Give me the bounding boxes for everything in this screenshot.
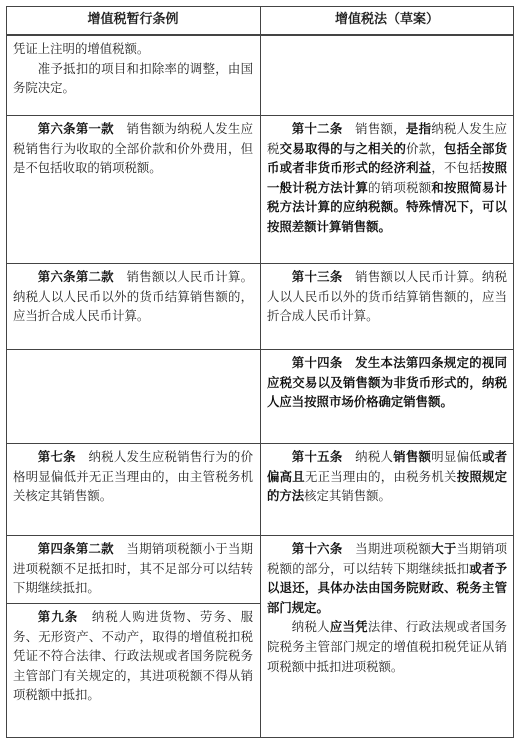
comparison-table bbox=[6, 6, 514, 738]
body-text: 无正当理由的，由税务机关 bbox=[304, 468, 457, 484]
row4-left bbox=[6, 444, 260, 534]
body-text: 明显偏低 bbox=[431, 449, 482, 464]
row0-left bbox=[6, 36, 260, 114]
body-text: 销售额， bbox=[342, 121, 406, 136]
paragraph bbox=[13, 59, 253, 98]
bold-text: 应当凭 bbox=[329, 619, 368, 635]
paragraph bbox=[267, 353, 507, 412]
body-text: ，不包括 bbox=[431, 160, 482, 176]
header-right: 增值税法（草案） bbox=[334, 12, 439, 27]
body-text: 纳税人 bbox=[291, 619, 330, 635]
row3-right bbox=[260, 350, 514, 442]
row2-right bbox=[260, 264, 514, 348]
bold-text: 或者偏高且 bbox=[267, 449, 508, 484]
bold-text: 第六条第一款 bbox=[37, 121, 114, 136]
header-left: 增值税暂行条例 bbox=[87, 12, 179, 27]
body-text: 当期销项税额的部分，可以结转下期继续抵扣 bbox=[267, 541, 508, 576]
row5-left bbox=[6, 536, 260, 602]
bold-text: 第六条第二款 bbox=[37, 269, 114, 284]
body-text: 价款， bbox=[406, 140, 445, 156]
paragraph bbox=[13, 447, 253, 506]
bold-text: 大于 bbox=[431, 541, 457, 556]
body-text: 当期销项税额小于当期进项税额不足抵扣时，其不足部分可以结转下期继续抵扣。 bbox=[13, 541, 254, 596]
body-text: 当期进项税额 bbox=[342, 541, 432, 556]
bold-text: 第四条第二款 bbox=[37, 541, 114, 556]
row5-right bbox=[260, 536, 514, 738]
row-divider-5a bbox=[6, 603, 260, 604]
body-text: 的销项税额 bbox=[368, 179, 432, 195]
bold-text: 第七条 bbox=[37, 449, 76, 464]
body-text: 准予抵扣的项目和扣除率的调整，由国务院决定。 bbox=[13, 60, 253, 96]
paragraph bbox=[267, 267, 507, 326]
paragraph bbox=[13, 607, 253, 705]
bold-text: 或者予以退还，具体办法由国务院财政、税务主管部门规定。 bbox=[267, 560, 508, 615]
bold-text: 包括全部货币或者非货币形式的经济利益 bbox=[267, 140, 508, 176]
body-text: 纳税人发生应税 bbox=[267, 121, 508, 156]
body-text: 纳税人 bbox=[342, 449, 394, 464]
row-divider-1 bbox=[6, 115, 514, 116]
row1-left bbox=[6, 116, 260, 262]
bold-text: 第十六条 bbox=[291, 541, 343, 556]
paragraph bbox=[13, 119, 253, 178]
row0-right bbox=[260, 36, 514, 114]
bold-text: 按照一般计税方法计算 bbox=[267, 160, 508, 195]
body-text: 销售额为纳税人发生应税销售行为收取的全部价款和价外费用，但是不包括收取的销项税额。 bbox=[13, 121, 254, 176]
paragraph bbox=[13, 267, 253, 326]
bold-text: 和按照简易计税方法计算的应纳税额。特殊情况下，可以按照差额计算销售额。 bbox=[267, 179, 508, 234]
row-divider-2 bbox=[6, 263, 514, 264]
row5-left2 bbox=[6, 604, 260, 738]
row-divider-4 bbox=[6, 443, 514, 444]
bold-text: 销售额 bbox=[393, 449, 432, 464]
paragraph bbox=[13, 39, 253, 59]
bold-text: 第十五条 bbox=[291, 449, 343, 464]
bold-text: 第十三条 bbox=[291, 269, 343, 284]
bold-text: 第九条 bbox=[37, 609, 79, 624]
body-text: 凭证上注明的增值税额。 bbox=[13, 41, 150, 56]
paragraph bbox=[267, 447, 507, 506]
row2-left bbox=[6, 264, 260, 348]
row-divider-5 bbox=[6, 535, 514, 536]
bold-text: 按照规定的方法 bbox=[267, 468, 508, 504]
bold-text: 第十四条 发生本法第四条规定的视同应税交易以及销售额为非货币形式的，纳税人应当按照市场价格确定销售额。 bbox=[267, 355, 507, 410]
header-divider bbox=[6, 34, 514, 36]
row-divider-3 bbox=[6, 349, 514, 350]
paragraph bbox=[13, 539, 253, 598]
bold-text: 交易取得的与之相关的 bbox=[279, 140, 407, 156]
paragraph bbox=[267, 539, 507, 617]
body-text: 销售额以人民币计算。纳税人以人民币以外的货币结算销售额的，应当折合成人民币计算。 bbox=[13, 269, 254, 324]
row4-right bbox=[260, 444, 514, 534]
row1-right bbox=[260, 116, 514, 262]
body-text: 法律、行政法规或者国务院税务主管部门规定的增值税扣税凭证从销项税额中抵扣进项税额。 bbox=[267, 619, 508, 674]
body-text: 纳税人发生应税销售行为的价格明显偏低并无正当理由的，由主管税务机关核定其销售额。 bbox=[13, 449, 254, 504]
body-text: 销售额以人民币计算。纳税人以人民币以外的货币结算销售额的，应当折合成人民币计算。 bbox=[267, 269, 507, 324]
body-text: 纳税人购进货物、劳务、服务、无形资产、不动产，取得的增值税扣税凭证不符合法律、行政法规或者国务院税务主管部门有关规定的，其进项税额不得从销项税额中抵扣。 bbox=[13, 609, 253, 703]
paragraph bbox=[267, 119, 507, 237]
paragraph bbox=[267, 617, 507, 676]
bold-text: 是指 bbox=[405, 121, 432, 136]
bold-text: 第十二条 bbox=[291, 121, 343, 136]
row3-left bbox=[6, 350, 260, 442]
body-text: 核定其销售额。 bbox=[304, 488, 391, 504]
